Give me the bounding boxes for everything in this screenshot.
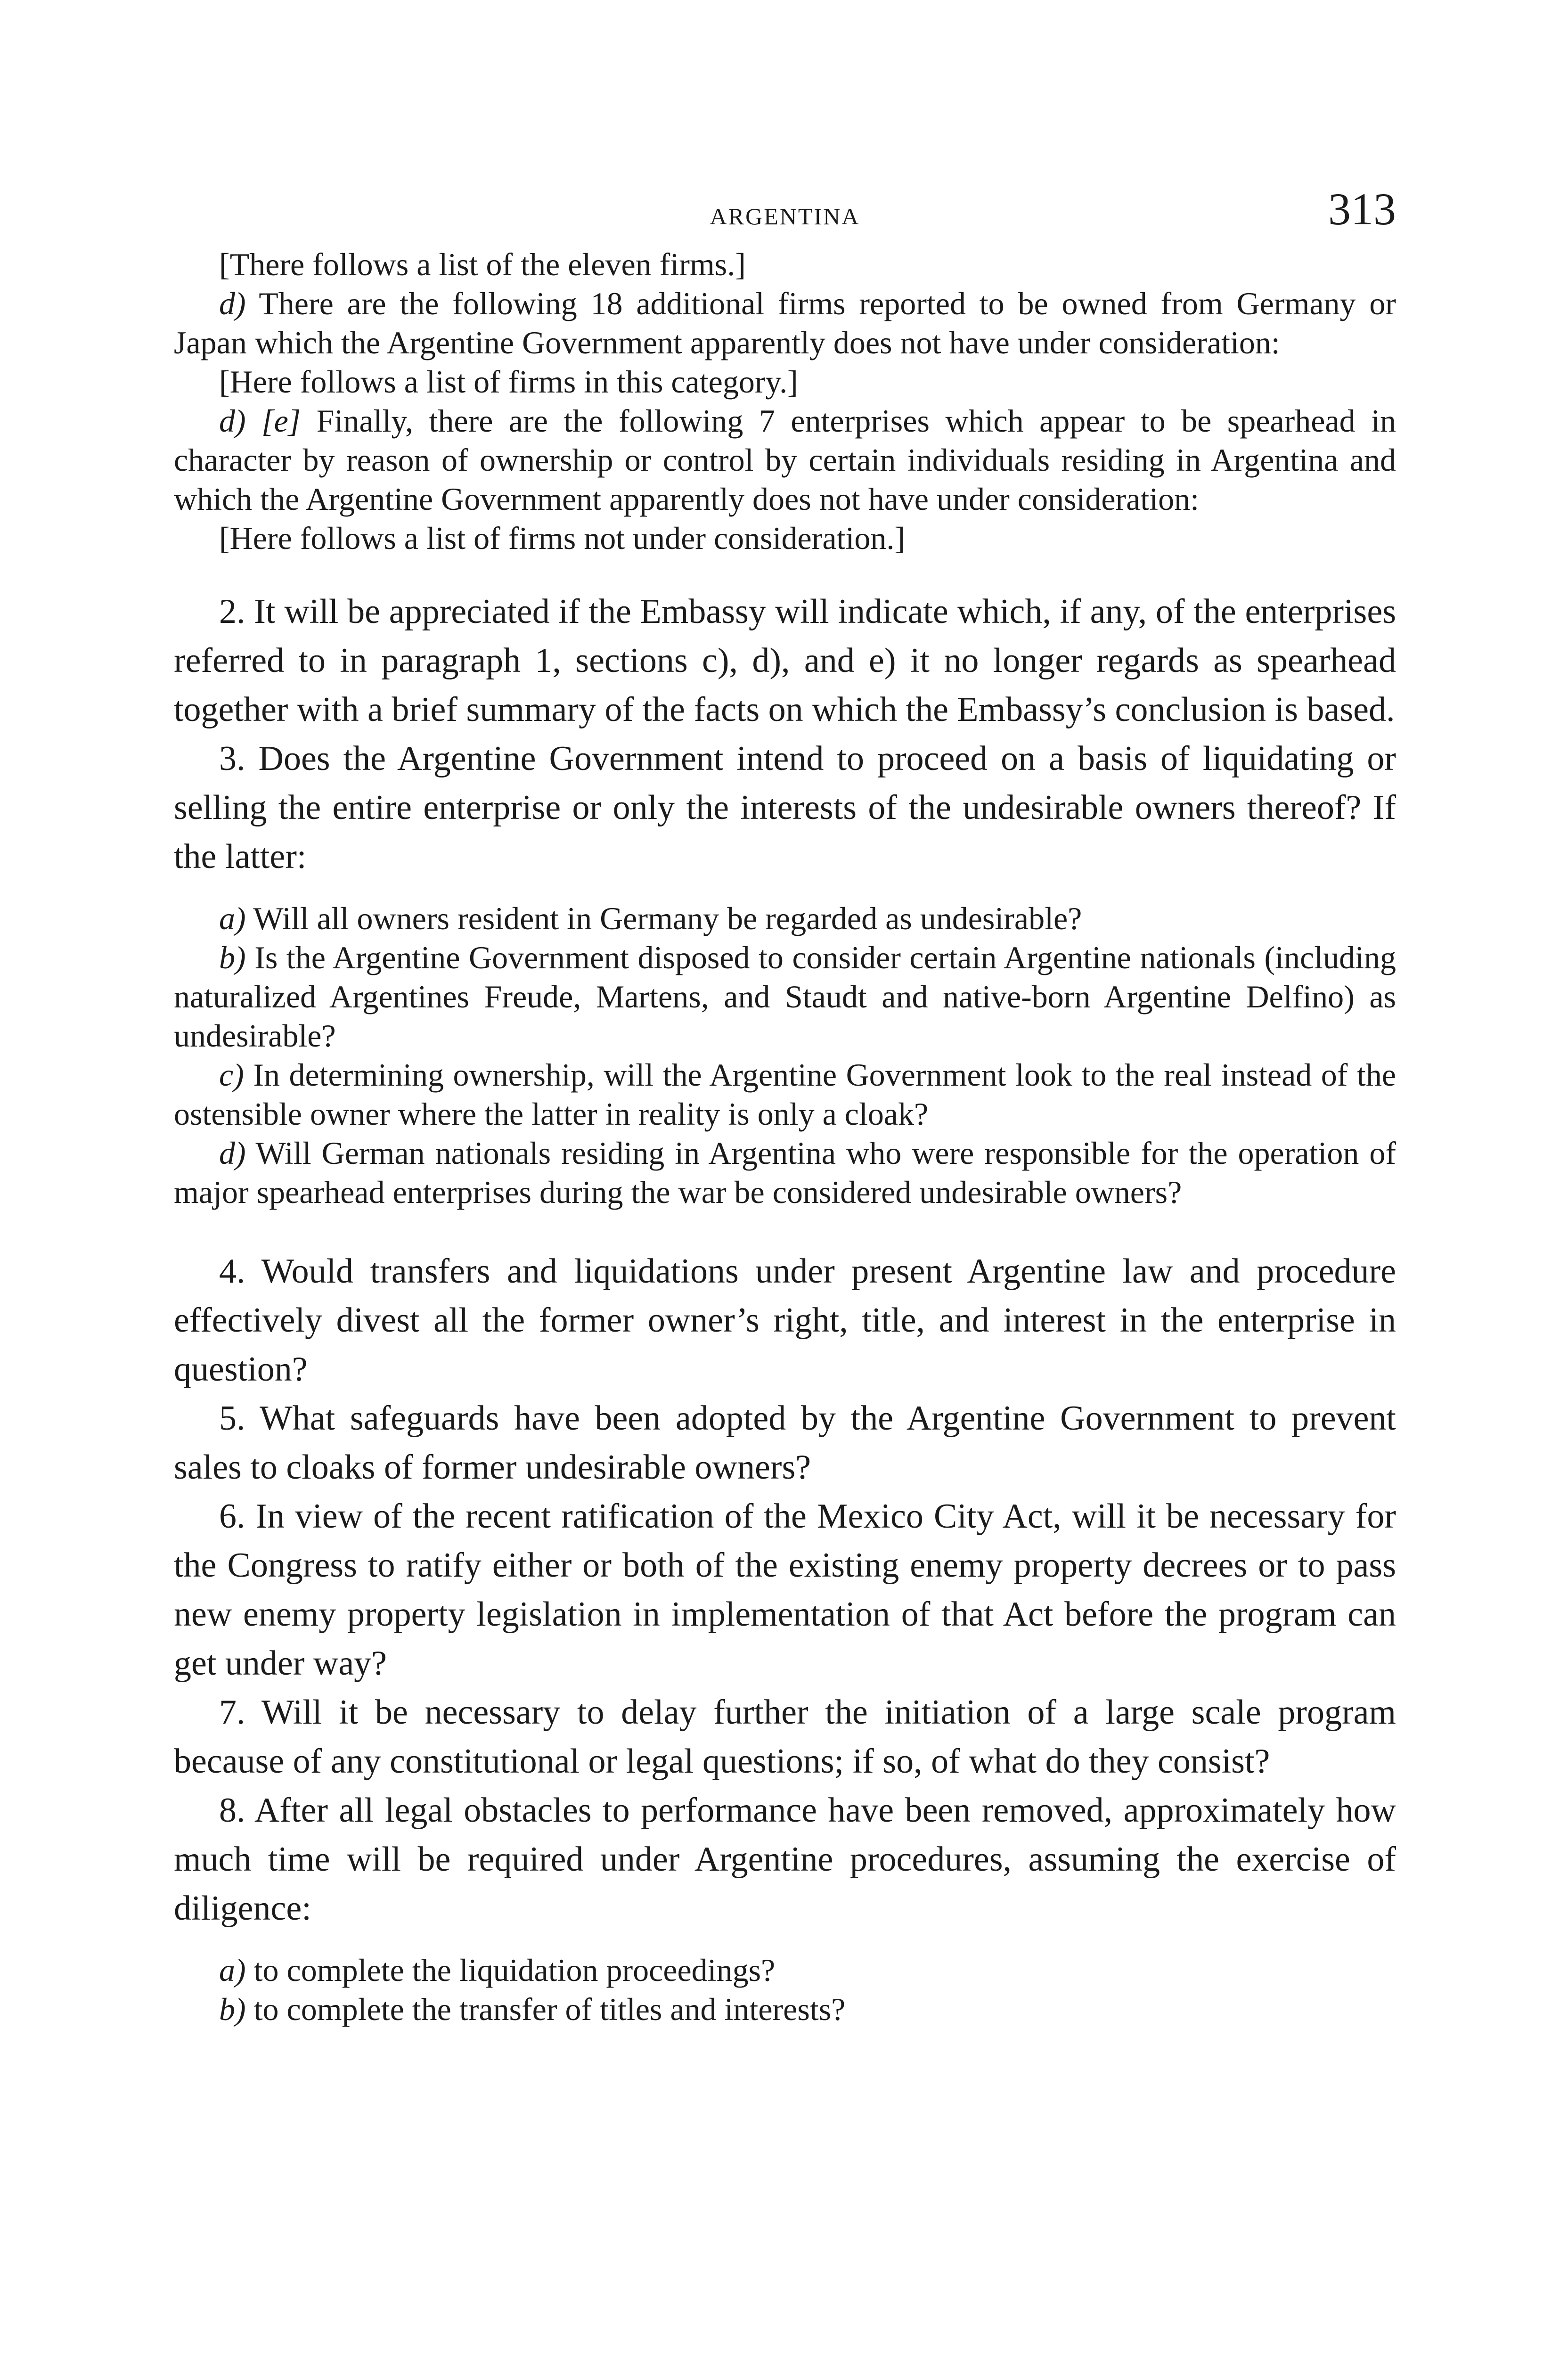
page-number: 313 [1328, 184, 1396, 234]
paragraph-6: 6. In view of the recent ratification of the Mexico City Act, will it be necessary for the Congress to ratify either or both of the existing enemy property decrees or to pass new enemy property legislation in implementation of that Act before the program can get under way? [174, 1497, 1396, 1683]
document-page [174, 184, 1396, 2029]
question-2-section [174, 587, 1396, 881]
paragraph-3: 3. Does the Argentine Government intend to proceed on a basis of liquidating or selling the entire enterprise or only the interests of the undesirable owners thereof? If the latter: [174, 739, 1396, 876]
list-item [174, 899, 1396, 938]
question-3-sublist [174, 899, 1396, 1212]
page-header [174, 184, 1396, 245]
list-text: to complete the transfer of titles and interests? [245, 1991, 846, 2027]
list-item [174, 938, 1396, 1055]
list-item [174, 1134, 1396, 1212]
editorial-note-eleven-firms: [There follows a list of the eleven firms.] [219, 246, 746, 282]
item-marker: d) [219, 286, 246, 321]
item-d-additional-firms [174, 284, 1396, 362]
item-bracket-marker: [e] [245, 403, 301, 439]
paragraph-8: 8. After all legal obstacles to performance have been removed, approximately how much time will be required under Argentine procedures, assuming the exercise of diligence: [174, 1791, 1396, 1928]
list-marker: a) [219, 900, 246, 936]
list-marker: b) [219, 1991, 246, 2027]
list-item [174, 1990, 1396, 2029]
item-d-e-enterprises [174, 401, 1396, 519]
list-text: Will all owners resident in Germany be regarded as undesirable? [245, 900, 1082, 936]
item-marker: d) [219, 403, 246, 439]
list-marker: b) [219, 940, 246, 975]
firm-categories-section [174, 245, 1396, 558]
item-text: There are the following 18 additional firms reported to be owned from Germany or Japan which the Argentine Government apparently does not have under consideration: [174, 286, 1396, 360]
paragraph-5: 5. What safeguards have been adopted by the Argentine Government to prevent sales to cloaks of former undesirable owners? [174, 1399, 1396, 1487]
question-8-sublist [174, 1951, 1396, 2029]
item-text: Finally, there are the following 7 enterprises which appear to be spearhead in character by reason of ownership or control by certain individuals residing in Argentina and which the Argentine Government apparently does not have under consideration: [174, 403, 1396, 517]
list-item [174, 1055, 1396, 1134]
paragraph-7: 7. Will it be necessary to delay further the initiation of a large scale program because of any constitutional or legal questions; if so, of what do they consist? [174, 1693, 1396, 1781]
running-head: ARGENTINA [710, 203, 860, 229]
list-text: to complete the liquidation proceedings? [245, 1952, 776, 1988]
paragraph-4: 4. Would transfers and liquidations under present Argentine law and procedure effectively divest all the former owner’s right, title, and interest in the enterprise in question? [174, 1252, 1396, 1389]
paragraph-2: 2. It will be appreciated if the Embassy will indicate which, if any, of the enterprises referred to in paragraph 1, sections c), d), and e) it no longer regards as spearhead together with a brief summary of the facts on which the Embassy’s conclusion is based. [174, 592, 1396, 729]
list-marker: c) [219, 1057, 244, 1093]
list-text: In determining ownership, will the Argentine Government look to the real instead of the ostensible owner where the latter in reality is only a cloak? [174, 1057, 1396, 1132]
list-item [174, 1951, 1396, 1990]
list-text: Is the Argentine Government disposed to consider certain Argentine nationals (including naturalized Argentines Freude, Martens, and Staudt and native-born Argentine Delfino) as undesirable? [174, 940, 1396, 1054]
editorial-note-category-firms: [Here follows a list of firms in this category.] [219, 364, 798, 400]
list-text: Will German nationals residing in Argentina who were responsible for the operation of major spearhead enterprises during the war be considered undesirable owners? [174, 1135, 1396, 1210]
questions-4-to-8 [174, 1247, 1396, 1933]
editorial-note-not-under-consideration: [Here follows a list of firms not under consideration.] [219, 520, 905, 556]
list-marker: a) [219, 1952, 246, 1988]
list-marker: d) [219, 1135, 246, 1171]
